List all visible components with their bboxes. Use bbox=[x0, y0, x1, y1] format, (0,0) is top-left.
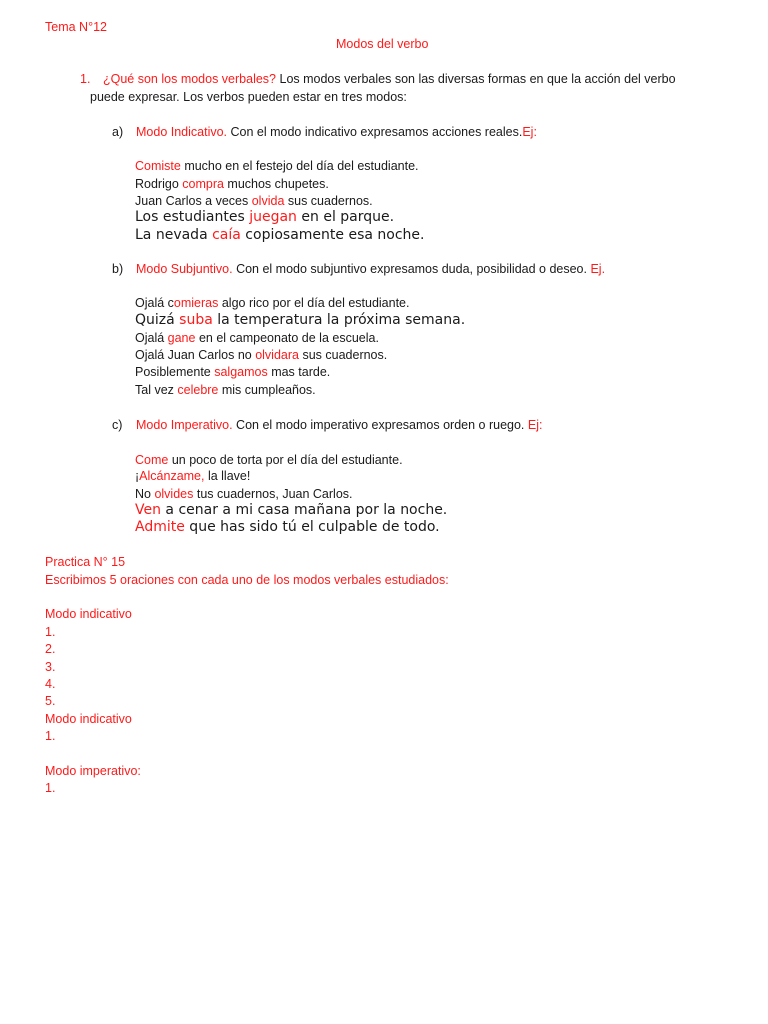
example-sentence: Posiblemente salgamos mas tarde. bbox=[135, 365, 331, 379]
list-item: 2. bbox=[45, 642, 56, 656]
verb-highlight: Comiste bbox=[135, 159, 181, 173]
question-label: ¿Qué son los modos verbales? bbox=[103, 72, 277, 86]
verb-highlight: Admite bbox=[135, 519, 185, 535]
mode-c-letter: c) bbox=[112, 418, 123, 432]
example-sentence: Quizá suba la temperatura la próxima semana. bbox=[135, 312, 466, 328]
example-sentence: Ven a cenar a mi casa mañana por la noche. bbox=[135, 502, 448, 518]
mode-b-ej: Ej. bbox=[590, 262, 606, 276]
example-sentence: Come un poco de torta por el día del estudiante. bbox=[135, 453, 403, 467]
mode-a-ej: Ej: bbox=[522, 125, 537, 139]
example-sentence: No olvides tus cuadernos, Juan Carlos. bbox=[135, 487, 353, 501]
example-sentence: La nevada caía copiosamente esa noche. bbox=[135, 227, 425, 243]
verb-highlight: celebre bbox=[177, 383, 219, 397]
example-sentence: Ojalá comieras algo rico por el día del estudiante. bbox=[135, 296, 410, 310]
mode-a-heading bbox=[136, 125, 537, 140]
mode-b-letter: b) bbox=[112, 262, 124, 276]
example-sentence: Tal vez celebre mis cumpleaños. bbox=[135, 383, 316, 397]
verb-highlight: Alcánzame, bbox=[139, 469, 205, 483]
example-sentence: Ojalá Juan Carlos no olvidara sus cuadernos. bbox=[135, 348, 388, 362]
verb-highlight: olvides bbox=[154, 487, 194, 501]
verb-highlight: olvida bbox=[251, 194, 285, 208]
example-sentence: Juan Carlos a veces olvida sus cuadernos. bbox=[135, 194, 373, 208]
mode-a-desc: Con el modo indicativo expresamos acciones reales. bbox=[227, 125, 523, 139]
section-heading: Modo indicativo bbox=[45, 712, 132, 726]
verb-highlight: Ven bbox=[135, 502, 161, 518]
practice-instruction: Escribimos 5 oraciones con cada uno de los modos verbales estudiados: bbox=[45, 573, 449, 587]
mode-a-letter: a) bbox=[112, 125, 124, 139]
verb-highlight: salgamos bbox=[214, 365, 268, 379]
question-number: 1. bbox=[80, 72, 91, 86]
example-sentence: Admite que has sido tú el culpable de todo. bbox=[135, 519, 440, 535]
list-item: 3. bbox=[45, 660, 56, 674]
question-line-2: puede expresar. Los verbos pueden estar en tres modos: bbox=[90, 90, 407, 104]
verb-highlight: Come bbox=[135, 453, 169, 467]
verb-highlight: omieras bbox=[173, 296, 219, 310]
example-sentence: Comiste mucho en el festejo del día del estudiante. bbox=[135, 159, 419, 173]
example-sentence: Ojalá gane en el campeonato de la escuela. bbox=[135, 331, 379, 345]
verb-highlight: suba bbox=[179, 312, 213, 328]
section-heading: Modo imperativo: bbox=[45, 764, 141, 778]
list-item: 4. bbox=[45, 677, 56, 691]
example-sentence: Los estudiantes juegan en el parque. bbox=[135, 209, 395, 225]
verb-highlight: compra bbox=[182, 177, 224, 191]
question-line-1 bbox=[103, 72, 676, 87]
practice-title: Practica N° 15 bbox=[45, 555, 126, 569]
verb-highlight: olvidara bbox=[255, 348, 299, 362]
page-title: Modos del verbo bbox=[336, 37, 429, 51]
mode-c-heading bbox=[136, 418, 542, 433]
section-heading: Modo indicativo bbox=[45, 607, 132, 621]
list-item: 5. bbox=[45, 694, 56, 708]
mode-b-heading bbox=[136, 262, 605, 277]
verb-highlight: caía bbox=[212, 227, 241, 243]
list-item: 1. bbox=[45, 781, 56, 795]
mode-c-desc: Con el modo imperativo expresamos orden o ruego. bbox=[232, 418, 528, 432]
verb-highlight: juegan bbox=[249, 209, 297, 225]
question-text-1: Los modos verbales son las diversas formas en que la acción del verbo bbox=[276, 72, 676, 86]
mode-c-name: Modo Imperativo. bbox=[136, 418, 233, 432]
list-item: 1. bbox=[45, 729, 56, 743]
list-item: 1. bbox=[45, 625, 56, 639]
mode-c-ej: Ej: bbox=[527, 418, 543, 432]
example-sentence: Rodrigo compra muchos chupetes. bbox=[135, 177, 329, 191]
mode-a-name: Modo Indicativo. bbox=[136, 125, 228, 139]
example-sentence: ¡Alcánzame, la llave! bbox=[135, 469, 251, 483]
mode-b-name: Modo Subjuntivo. bbox=[136, 262, 233, 276]
verb-highlight: gane bbox=[167, 331, 196, 345]
mode-b-desc: Con el modo subjuntivo expresamos duda, posibilidad o deseo. bbox=[232, 262, 591, 276]
tema-label: Tema N°12 bbox=[45, 20, 107, 34]
